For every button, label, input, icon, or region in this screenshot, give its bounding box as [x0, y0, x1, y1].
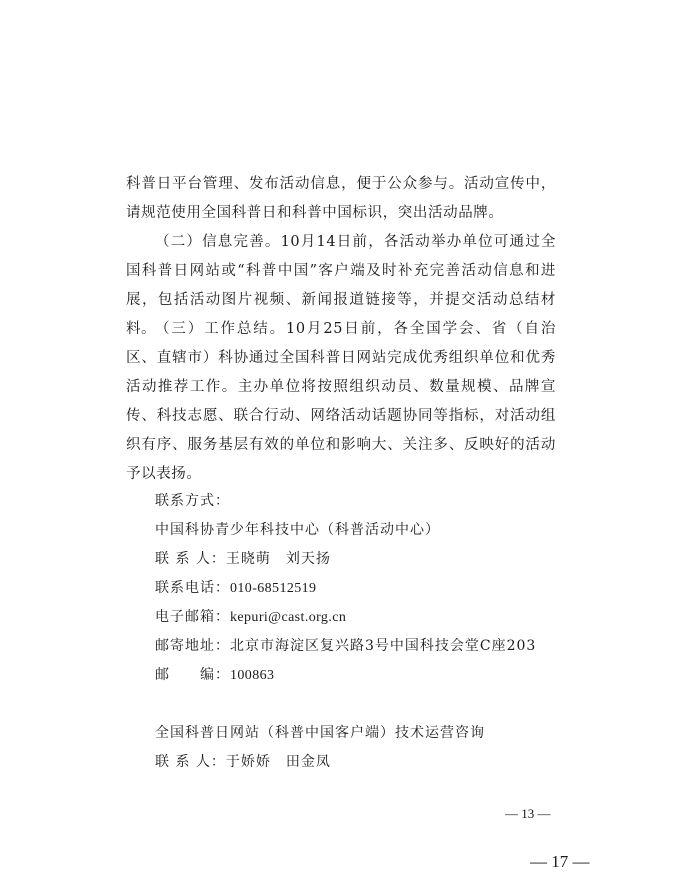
paragraph-platform-management: 科普日平台管理、发布活动信息，便于公众参与。活动宣传中，请规范使用全国科普日和科普中国标识，突出活动品牌。: [126, 176, 556, 221]
contact-email-value: kepuri@cast.org.cn: [230, 610, 347, 625]
tech-contact-person-label: 联 系 人：: [155, 754, 226, 770]
contact-person-value: 王晓萌 刘天扬: [225, 551, 331, 567]
contact-person-label: 联 系 人：: [155, 551, 226, 567]
contact-email-row: [155, 607, 346, 628]
contact-address-row: [155, 636, 536, 656]
contact-person-row: [155, 549, 331, 569]
contact-phone-value: 010-68512519: [230, 581, 317, 596]
contact-email-label: 电子邮箱：: [155, 609, 230, 625]
page-number-inner: — 13 —: [505, 806, 551, 821]
contact-phone-row: [155, 578, 316, 599]
contact-organization: 中国科协青少年科技中心（科普活动中心）: [155, 522, 440, 538]
tech-contact-person-row: [155, 752, 331, 772]
paragraph-info-completion: （二）信息完善。10月14日前，各活动举办单位可通过全国科普日网站或“科普中国”客户端及时补充完善活动信息和进展，包括活动图片视频、新闻报道链接等，并提交活动总结材料。: [126, 234, 556, 337]
tech-contact-organization: 全国科普日网站（科普中国客户端）技术运营咨询: [155, 725, 485, 741]
contact-address-label: 邮寄地址：: [155, 638, 230, 654]
contact-postcode-row: [155, 665, 274, 686]
paragraph-work-summary: （三）工作总结。10月25日前，各全国学会、省（自治区、直辖市）科协通过全国科普日网站完成优秀组织单位和优秀活动推荐工作。主办单位将按照组织动员、数量规模、品牌宣传、科技志愿、联合行动、网络活动话题协同等指标，对活动组织有序、服务基层有效的单位和影响大、关注多、反映好的活动予以表扬。: [126, 321, 556, 482]
contact-address-value: 北京市海淀区复兴路3号中国科技会堂C座203: [230, 638, 537, 654]
contact-postcode-value: 100863: [230, 668, 275, 683]
tech-contact-person-value: 于娇娇 田金凤: [225, 754, 331, 770]
contact-heading: 联系方式：: [155, 493, 230, 509]
contact-postcode-label: 邮 编：: [155, 667, 230, 683]
page-number-outer: — 17 —: [530, 852, 590, 871]
contact-phone-label: 联系电话：: [155, 580, 230, 596]
